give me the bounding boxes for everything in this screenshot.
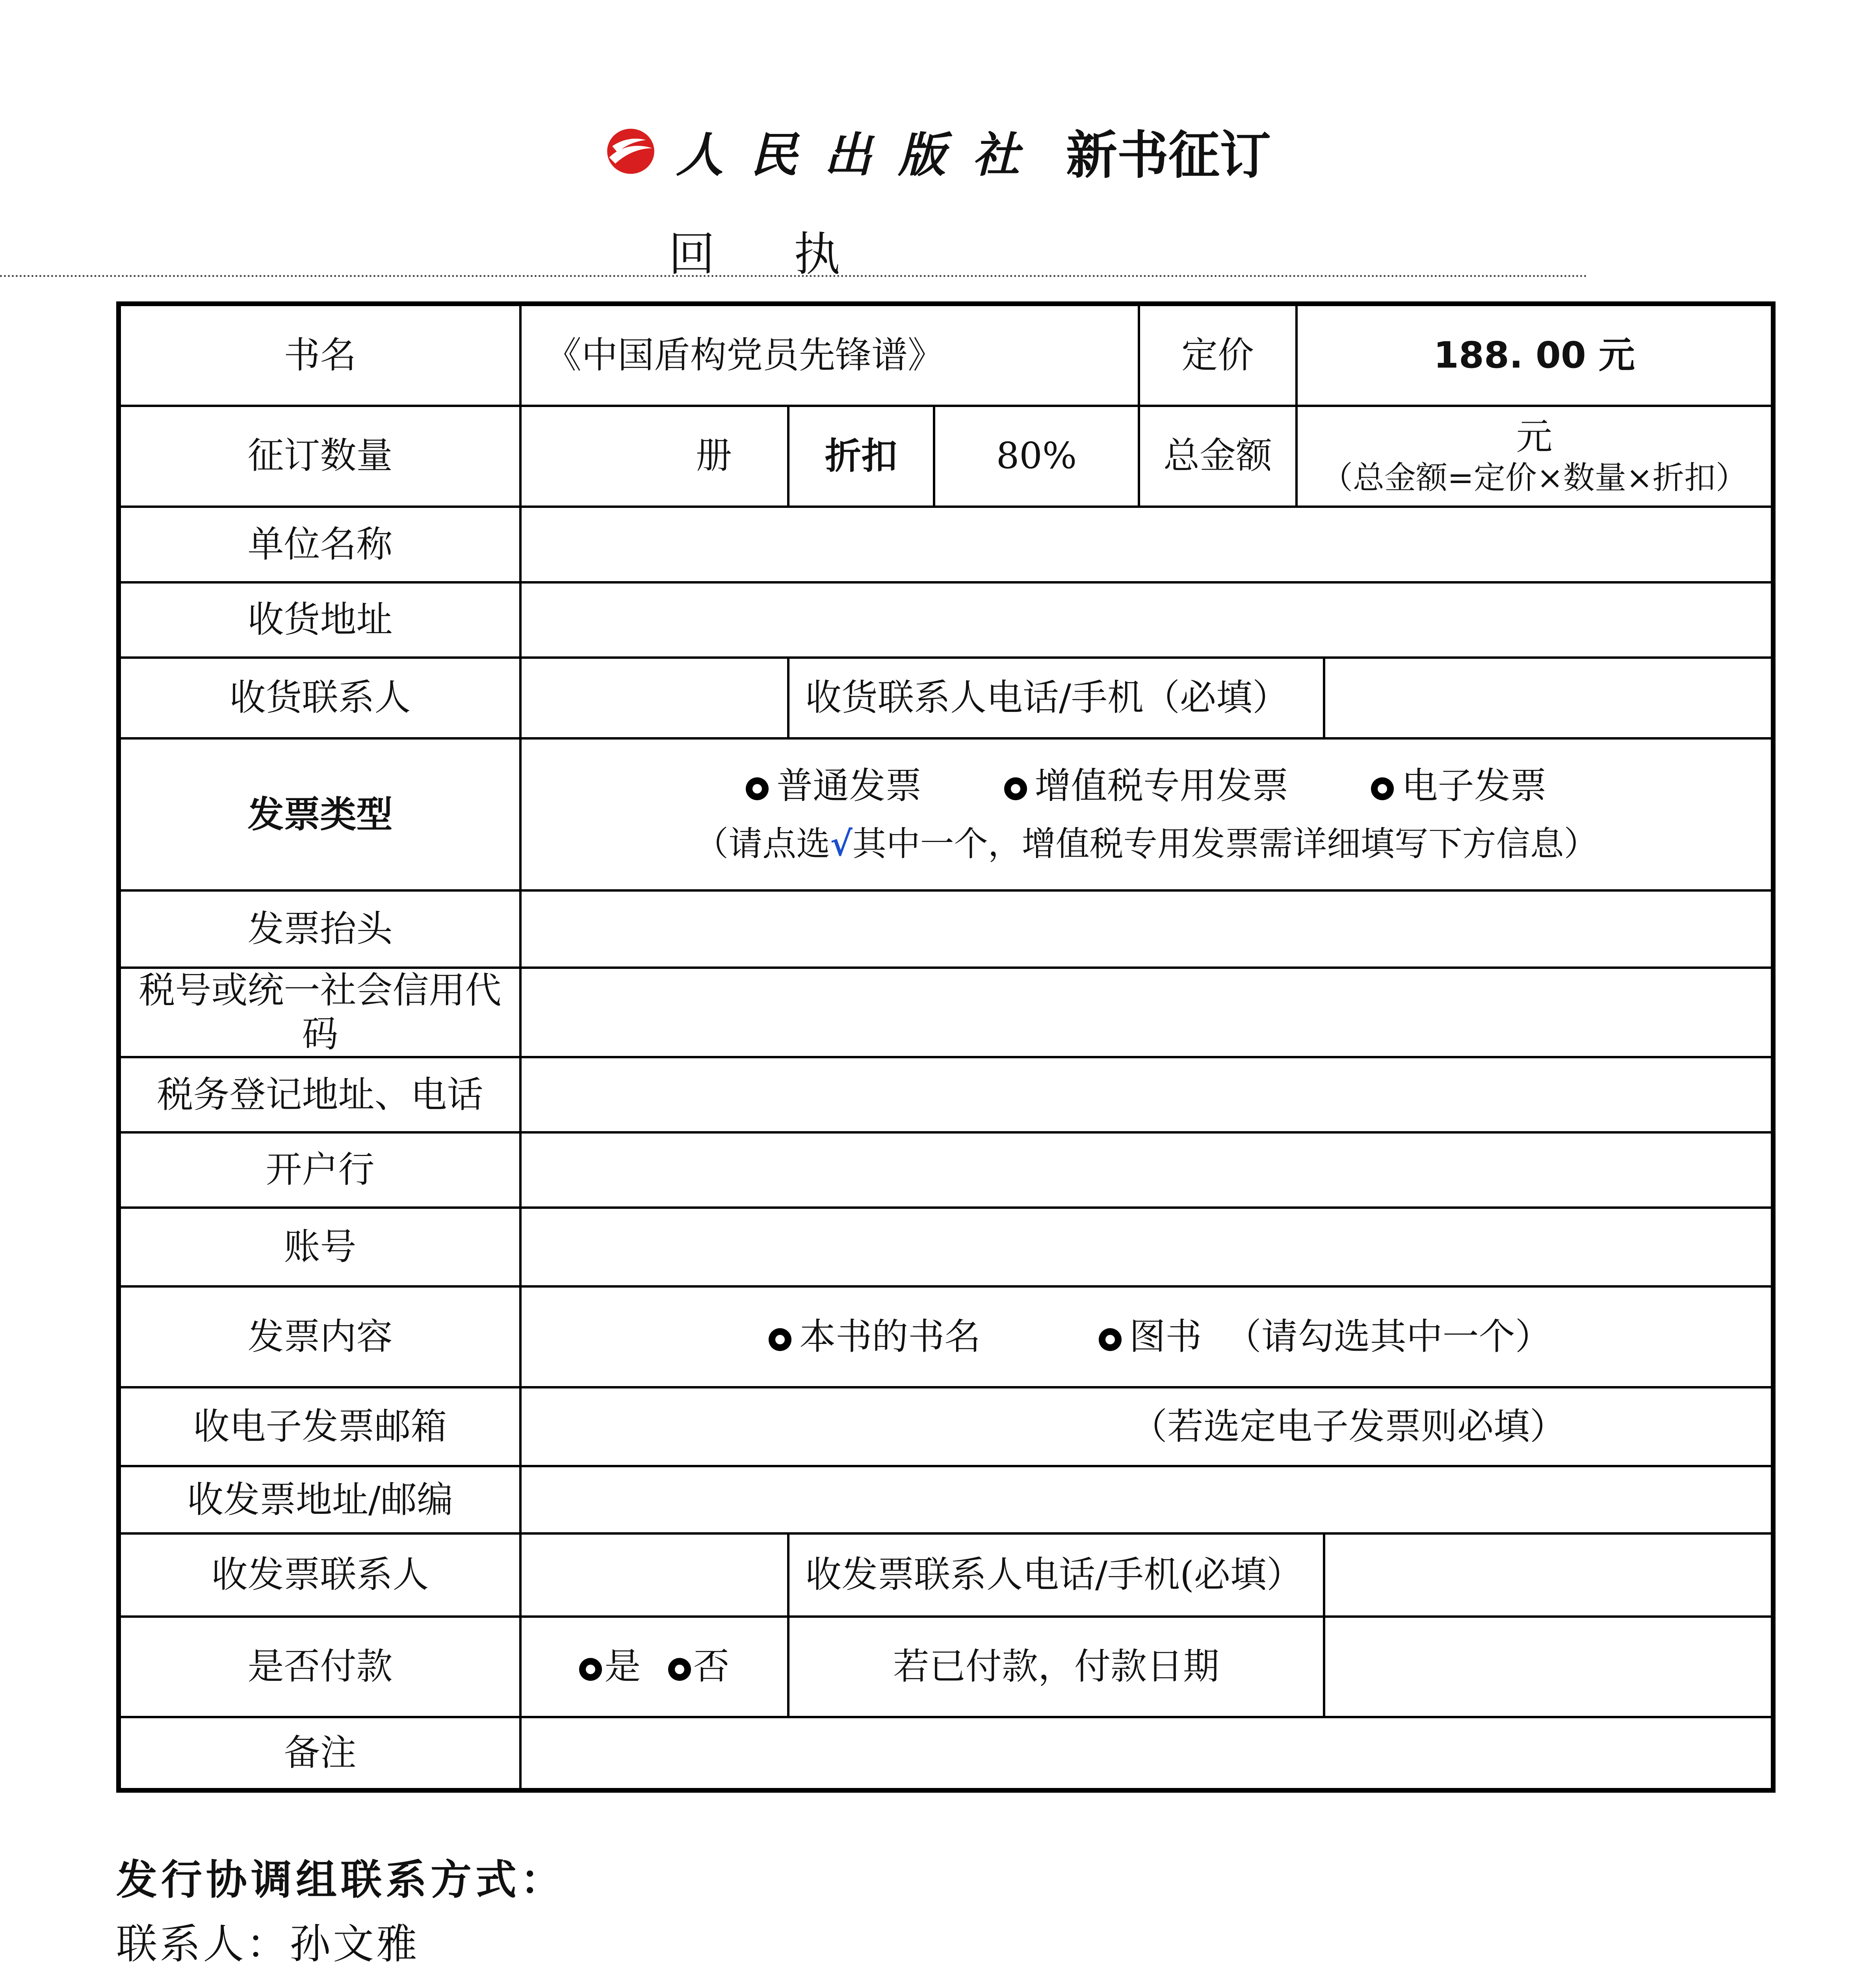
- row-book: [119, 304, 1773, 406]
- radio-icon: [668, 1658, 691, 1681]
- delivery-contact-label: 收货联系人: [119, 658, 520, 739]
- invoice-type-option-label: 普通发票: [776, 765, 922, 807]
- invoice-contact-phone-field[interactable]: [1324, 1533, 1773, 1617]
- price-value: 188. 00 元: [1296, 304, 1773, 406]
- invoice-contact-field[interactable]: [520, 1533, 788, 1617]
- payment-option-yes[interactable]: [579, 1645, 641, 1688]
- invoice-content-note: （请勾选其中一个）: [1225, 1315, 1551, 1358]
- row-delivery-contact: [119, 658, 1773, 739]
- delivery-address-field[interactable]: [520, 582, 1773, 658]
- row-tax-id: [119, 968, 1773, 1057]
- invoice-note-prefix: （请点选: [695, 824, 830, 864]
- payment-label: 是否付款: [119, 1617, 520, 1717]
- row-email: [119, 1387, 1773, 1466]
- invoice-type-option-normal[interactable]: [746, 764, 921, 808]
- total-unit: 元: [1516, 416, 1553, 458]
- invoice-content-options: [520, 1286, 1773, 1387]
- quantity-field[interactable]: [520, 406, 788, 507]
- delivery-phone-label: 收货联系人电话/手机（必填）: [788, 658, 1324, 739]
- invoice-contact-phone-label: 收发票联系人电话/手机(必填）: [788, 1533, 1324, 1617]
- invoice-content-label: 发票内容: [119, 1286, 520, 1387]
- invoice-content-option-label: 本书的书名: [799, 1315, 981, 1358]
- payment-no-label: 否: [693, 1645, 730, 1688]
- delivery-contact-field[interactable]: [520, 658, 788, 739]
- row-bank: [119, 1132, 1773, 1208]
- invoice-title-label: 发票抬头: [119, 890, 520, 968]
- invoice-contact-label: 收发票联系人: [119, 1533, 520, 1617]
- row-invoice-type: [119, 738, 1773, 890]
- total-field[interactable]: [1296, 406, 1773, 507]
- radio-icon: [746, 777, 769, 800]
- email-field[interactable]: [520, 1387, 1773, 1466]
- invoice-content-option-label: 图书: [1129, 1315, 1202, 1358]
- invoice-type-note: [527, 823, 1765, 864]
- bank-field[interactable]: [520, 1132, 1773, 1208]
- row-invoice-title: [119, 890, 1773, 968]
- page-title: 新书征订: [1066, 125, 1271, 185]
- publisher-name: 人民出版社: [676, 127, 1046, 183]
- price-label: 定价: [1139, 304, 1296, 406]
- check-mark-icon: √: [830, 824, 853, 864]
- row-remarks: [119, 1717, 1773, 1790]
- invoice-note-suffix: 其中一个，增值税专用发票需详细填写下方信息）: [852, 824, 1598, 864]
- invoice-type-option-label: 电子发票: [1401, 765, 1547, 807]
- discount-value: 80%: [934, 406, 1139, 507]
- account-field[interactable]: [520, 1208, 1773, 1287]
- book-name: 《中国盾构党员先锋谱》: [520, 304, 1139, 406]
- tax-id-label: 税号或统一社会信用代码: [119, 968, 520, 1057]
- row-invoice-contact: [119, 1533, 1773, 1617]
- invoice-type-radio-group: [527, 764, 1765, 808]
- remarks-label: 备注: [119, 1717, 520, 1790]
- book-name-label: 书名: [119, 304, 520, 406]
- payment-option-no[interactable]: [668, 1645, 730, 1688]
- row-payment: [119, 1617, 1773, 1717]
- invoice-type-options: [520, 738, 1773, 890]
- radio-icon: [1371, 777, 1394, 800]
- publisher-logo-icon: [605, 126, 656, 177]
- row-unit: [119, 507, 1773, 583]
- tax-address-field[interactable]: [520, 1057, 1773, 1132]
- order-form-table: [116, 301, 1776, 1793]
- row-order: [119, 406, 1773, 507]
- mail-address-label: 收发票地址/邮编: [119, 1466, 520, 1533]
- unit-name-field[interactable]: [520, 507, 1773, 583]
- payment-options: [520, 1617, 788, 1717]
- radio-icon: [579, 1658, 602, 1681]
- bank-label: 开户行: [119, 1132, 520, 1208]
- row-tax-address: [119, 1057, 1773, 1132]
- row-address: [119, 582, 1773, 658]
- dotted-divider: [0, 275, 1588, 277]
- payment-date-field[interactable]: [1324, 1617, 1773, 1717]
- unit-name-label: 单位名称: [119, 507, 520, 583]
- invoice-content-option-books[interactable]: [1099, 1315, 1202, 1359]
- tax-address-label: 税务登记地址、电话: [119, 1057, 520, 1132]
- invoice-type-label: 发票类型: [119, 738, 520, 890]
- radio-icon: [769, 1328, 791, 1351]
- email-label: 收电子发票邮箱: [119, 1387, 520, 1466]
- invoice-type-option-electronic[interactable]: [1371, 764, 1547, 808]
- payment-yes-label: 是: [604, 1645, 641, 1688]
- mail-address-field[interactable]: [520, 1466, 1773, 1533]
- row-account: [119, 1208, 1773, 1287]
- payment-date-label: 若已付款，付款日期: [788, 1617, 1324, 1717]
- row-invoice-content: [119, 1286, 1773, 1387]
- contact-section: [116, 1848, 1171, 1970]
- total-formula: （总金额=定价×数量×折扣）: [1321, 459, 1748, 496]
- row-mail-address: [119, 1466, 1773, 1533]
- delivery-phone-field[interactable]: [1324, 658, 1773, 739]
- delivery-address-label: 收货地址: [119, 582, 520, 658]
- discount-label: 折扣: [788, 406, 934, 507]
- radio-icon: [1004, 777, 1027, 800]
- header-line: [605, 114, 1271, 188]
- page-header: [0, 114, 1876, 188]
- radio-icon: [1099, 1328, 1122, 1351]
- account-label: 账号: [119, 1208, 520, 1287]
- tax-id-field[interactable]: [520, 968, 1773, 1057]
- remarks-field[interactable]: [520, 1717, 1773, 1790]
- invoice-type-option-label: 增值税专用发票: [1035, 765, 1289, 807]
- total-label: 总金额: [1139, 406, 1296, 507]
- quantity-unit: 册: [695, 435, 732, 477]
- page-subtitle: 回执: [668, 227, 919, 281]
- email-note: （若选定电子发票则必填）: [1131, 1405, 1566, 1448]
- invoice-type-option-vat[interactable]: [1004, 764, 1289, 808]
- invoice-content-option-book-title[interactable]: [769, 1315, 981, 1359]
- contact-person: 联系人：孙文雅: [116, 1920, 420, 1968]
- quantity-label: 征订数量: [119, 406, 520, 507]
- invoice-title-field[interactable]: [520, 890, 1773, 968]
- contact-heading: 发行协调组联系方式：: [116, 1856, 566, 1904]
